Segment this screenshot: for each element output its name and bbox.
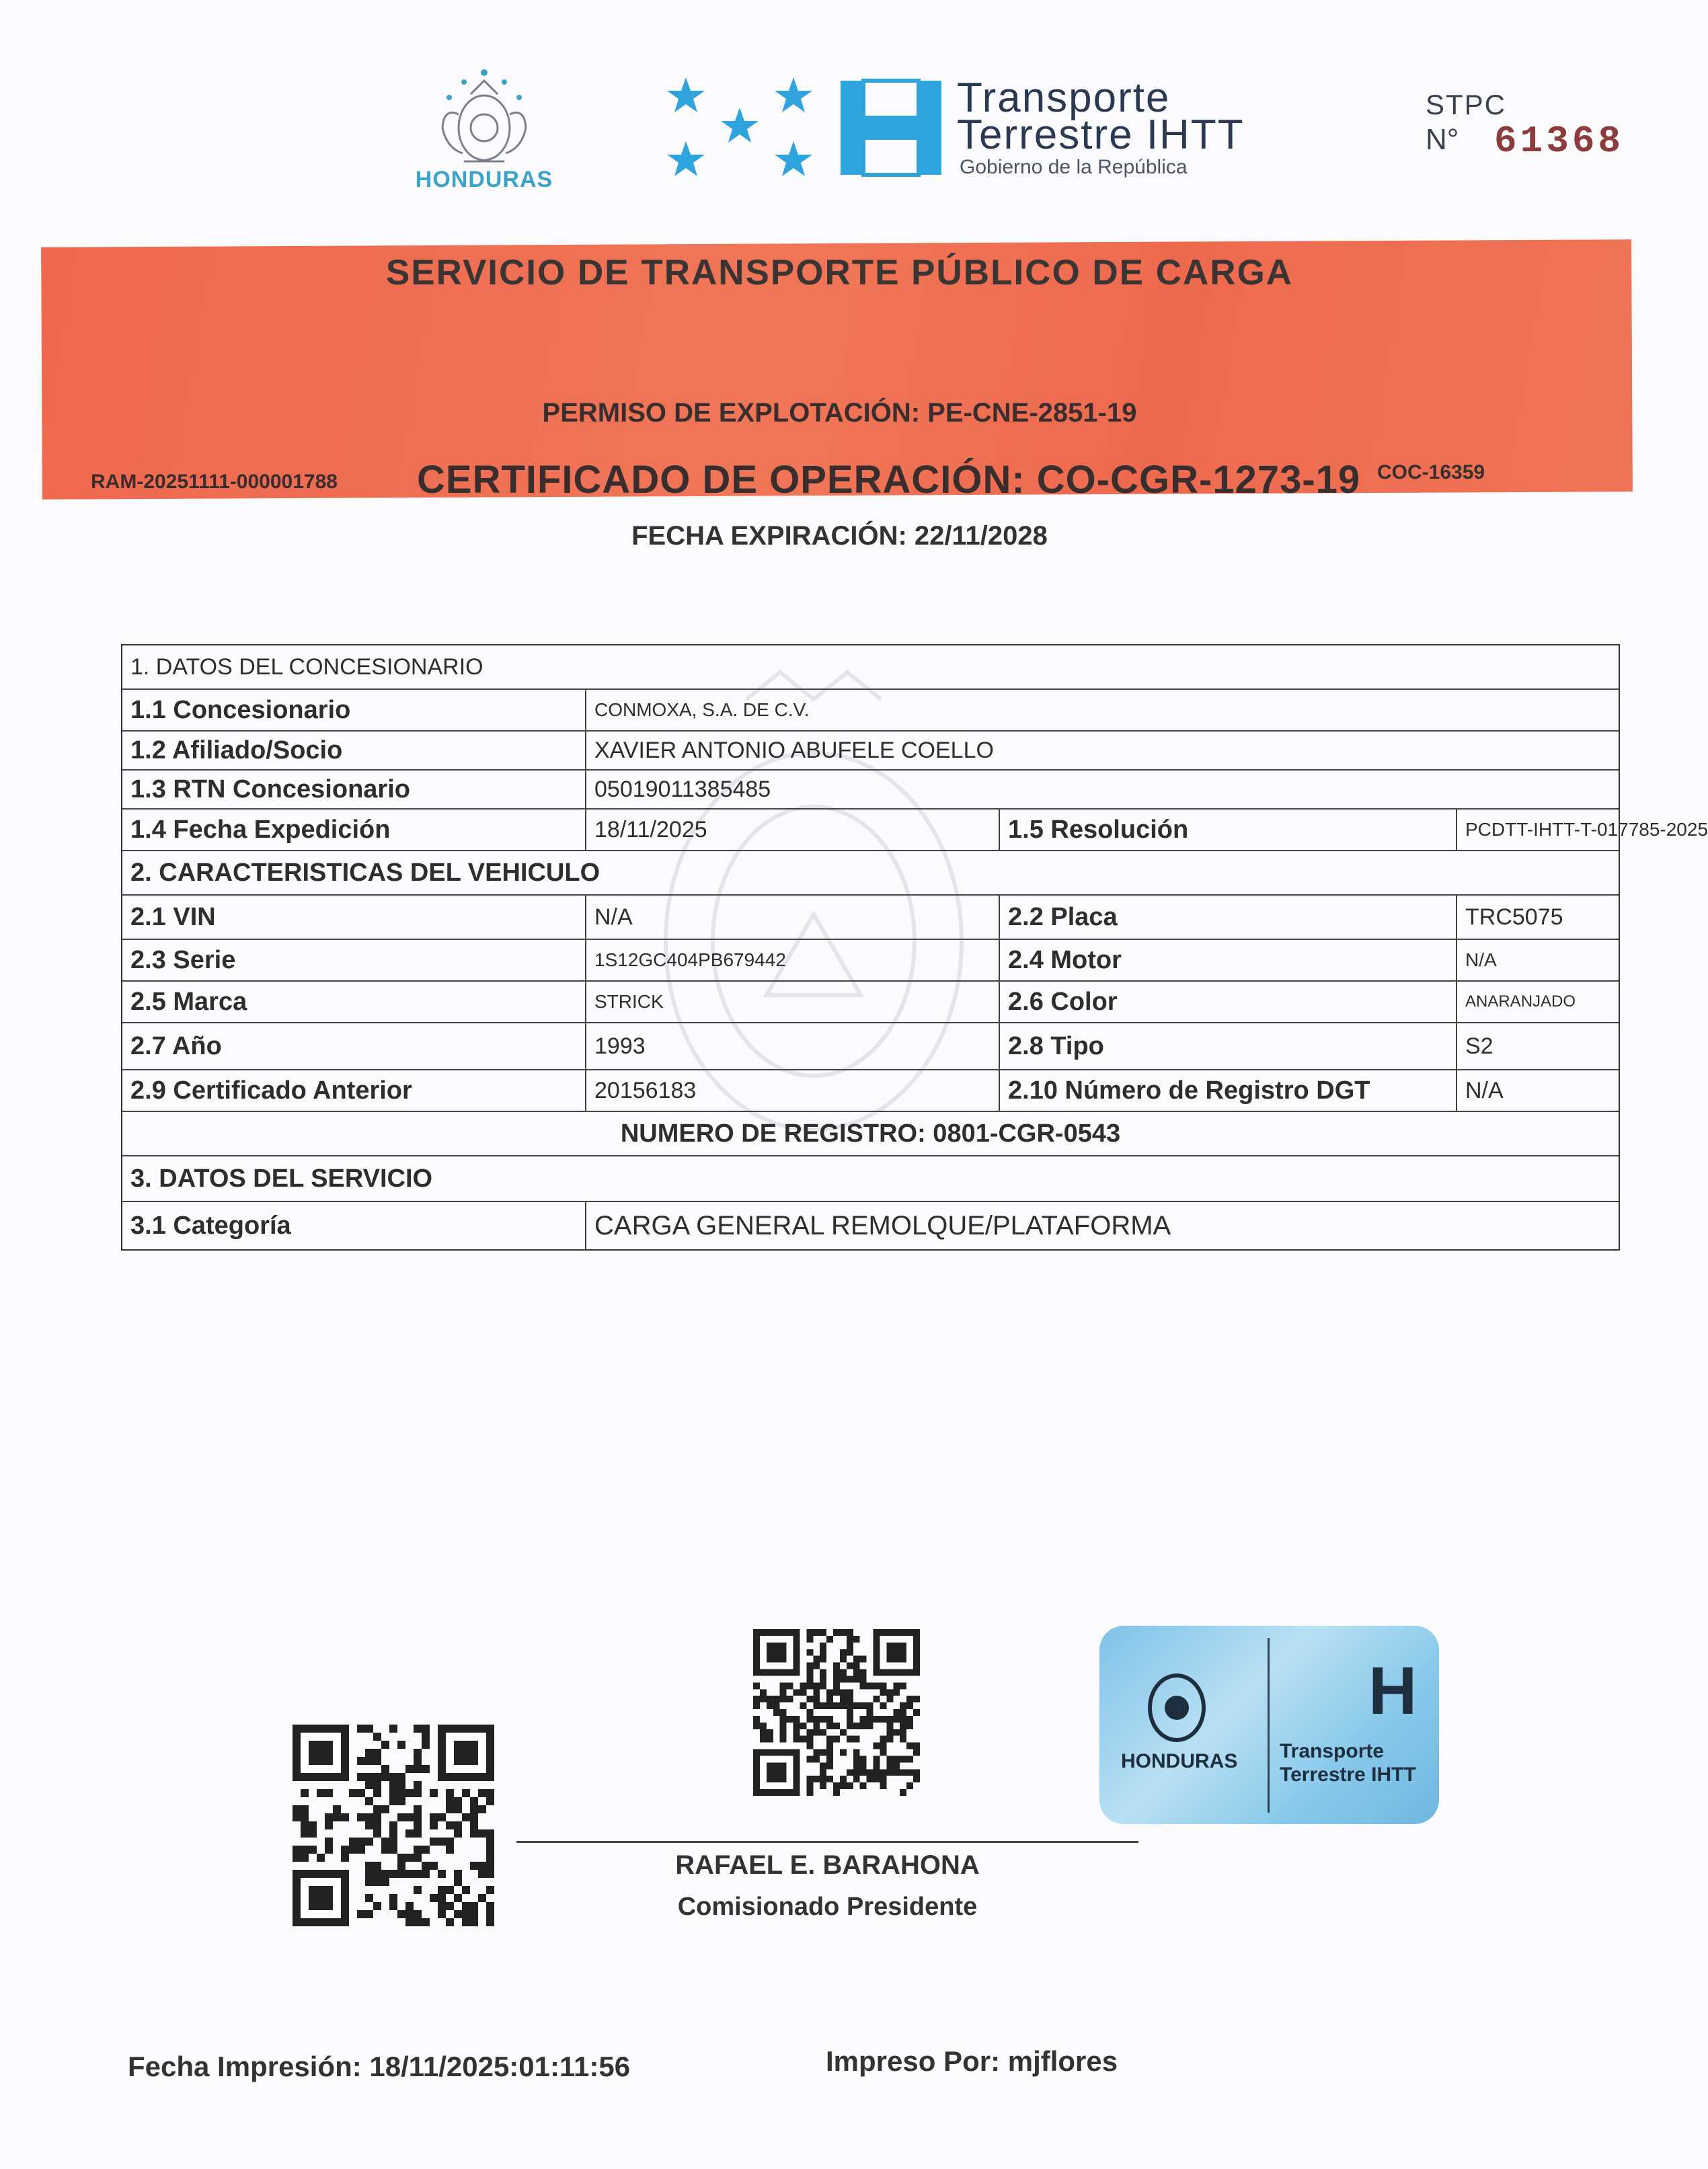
certificado-anterior-label: 2.9 Certificado Anterior <box>130 1076 412 1105</box>
serie-value: 1S12GC404PB679442 <box>594 949 786 970</box>
data-table <box>121 644 1708 1251</box>
cell-value <box>586 1023 1000 1069</box>
ram-number: RAM-20251111-000001788 <box>91 471 338 493</box>
signatory-name: RAFAEL E. BARAHONA <box>675 1850 980 1880</box>
holo-honduras-label: HONDURAS <box>1121 1750 1238 1772</box>
honduras-label: HONDURAS <box>415 167 553 192</box>
table-row <box>122 1156 1619 1202</box>
holo-h-icon: H <box>1368 1653 1418 1729</box>
table-row <box>122 732 1619 771</box>
hologram-seal <box>1099 1626 1439 1824</box>
section-header <box>122 851 1619 894</box>
categoria-value: CARGA GENERAL REMOLQUE/PLATAFORMA <box>594 1210 1171 1240</box>
anio-label: 2.7 Año <box>130 1031 222 1060</box>
permiso-explotacion: PERMISO DE EXPLOTACIÓN: PE-CNE-2851-19 <box>542 398 1137 428</box>
table-row <box>122 1023 1619 1070</box>
tipo-value: S2 <box>1465 1033 1493 1059</box>
fecha-expiracion: FECHA EXPIRACIÓN: 22/11/2028 <box>631 521 1048 551</box>
placa-label: 2.2 Placa <box>1008 902 1118 931</box>
cell-label <box>122 771 586 808</box>
categoria-label: 3.1 Categoría <box>130 1211 291 1240</box>
placa-value: TRC5075 <box>1465 904 1563 930</box>
cell-label <box>1000 1023 1457 1069</box>
cell-label <box>122 982 586 1022</box>
certificado-operacion: CERTIFICADO DE OPERACIÓN: CO-CGR-1273-19 <box>417 458 1361 502</box>
serie-label: 2.3 Serie <box>130 945 236 974</box>
marca-value: STRICK <box>594 991 664 1012</box>
qr-code-left-icon <box>293 1725 494 1926</box>
qr-code-center-icon <box>753 1626 920 1799</box>
motor-value: N/A <box>1465 949 1497 970</box>
serial-number: 61368 <box>1494 120 1625 163</box>
color-label: 2.6 Color <box>1008 987 1118 1016</box>
ihtt-h-logo-icon <box>841 81 941 175</box>
cell-label <box>1000 940 1457 980</box>
color-value: ANARANJADO <box>1465 992 1576 1011</box>
cell-value <box>1457 896 1619 939</box>
cell-value <box>1457 1070 1619 1111</box>
vin-value: N/A <box>594 904 633 930</box>
anio-value: 1993 <box>594 1033 646 1059</box>
fecha-expedicion-label: 1.4 Fecha Expedición <box>130 815 391 844</box>
coc-number: COC-16359 <box>1377 461 1485 483</box>
section-1-title: 1. DATOS DEL CONCESIONARIO <box>130 654 483 680</box>
numero-registro: NUMERO DE REGISTRO: 0801-CGR-0543 <box>620 1119 1121 1148</box>
cell-value <box>586 940 1000 980</box>
resolucion-value: PCDTT-IHTT-T-017785-2025 <box>1465 819 1708 840</box>
tipo-label: 2.8 Tipo <box>1008 1031 1104 1060</box>
signature-line <box>516 1841 1138 1843</box>
table-row <box>122 940 1619 982</box>
holo-divider <box>1268 1638 1270 1813</box>
cell-value <box>586 1202 1619 1249</box>
concesionario-value: CONMOXA, S.A. DE C.V. <box>594 699 810 720</box>
service-title: SERVICIO DE TRANSPORTE PÚBLICO DE CARGA <box>385 253 1294 292</box>
number-label: N° <box>1426 123 1459 156</box>
table-row <box>122 771 1619 810</box>
cell-value <box>586 1070 1000 1111</box>
table-row <box>122 1202 1619 1249</box>
cell-label <box>122 1023 586 1069</box>
cell-value <box>1457 810 1708 850</box>
section-header <box>122 645 1619 688</box>
marca-label: 2.5 Marca <box>130 987 247 1016</box>
registro-dgt-label: 2.10 Número de Registro DGT <box>1008 1076 1370 1105</box>
cell-value <box>586 810 1000 850</box>
cell-label <box>122 690 586 730</box>
cell-label <box>1000 810 1457 850</box>
table-row <box>122 982 1619 1023</box>
section-header <box>122 1156 1619 1201</box>
ihtt-subtitle: Gobierno de la República <box>960 156 1188 178</box>
table-row <box>122 1112 1619 1156</box>
section-2-title: 2. CARACTERISTICAS DEL VEHICULO <box>130 858 600 887</box>
section-3-title: 3. DATOS DEL SERVICIO <box>130 1164 433 1193</box>
cell-label <box>122 732 586 769</box>
cell-value <box>586 732 1619 769</box>
concesionario-label: 1.1 Concesionario <box>130 695 351 724</box>
table-row <box>122 690 1619 732</box>
cell-label <box>122 810 586 850</box>
holo-line2: Terrestre IHTT <box>1280 1764 1416 1786</box>
rtn-label: 1.3 RTN Concesionario <box>130 775 410 803</box>
rtn-value: 05019011385485 <box>594 776 771 802</box>
certificado-anterior-value: 20156183 <box>594 1077 697 1103</box>
fecha-expedicion-value: 18/11/2025 <box>594 816 707 842</box>
resolucion-label: 1.5 Resolución <box>1008 815 1189 844</box>
cell-value <box>586 982 1000 1022</box>
table-row <box>122 1070 1619 1112</box>
registro-dgt-value: N/A <box>1465 1077 1504 1103</box>
cell-value <box>122 1112 1619 1155</box>
fecha-impresion: Fecha Impresión: 18/11/2025:01:11:56 <box>128 2051 631 2082</box>
signatory-title: Comisionado Presidente <box>677 1893 978 1921</box>
ihtt-title-line2: Terrestre IHTT <box>957 112 1245 158</box>
cell-value <box>1457 1023 1619 1069</box>
cell-label <box>122 896 586 939</box>
impreso-por: Impreso Por: mjflores <box>826 2045 1118 2077</box>
cell-label <box>1000 896 1457 939</box>
cell-value <box>586 690 1619 730</box>
vin-label: 2.1 VIN <box>130 902 216 931</box>
cell-label <box>122 1070 586 1111</box>
cell-value <box>1457 982 1619 1022</box>
cell-label <box>1000 1070 1457 1111</box>
table-row <box>122 810 1708 851</box>
cell-value <box>1457 940 1619 980</box>
cell-label <box>122 1202 586 1249</box>
cell-label <box>1000 982 1457 1022</box>
holo-line1: Transporte <box>1280 1740 1385 1762</box>
table-row <box>122 851 1619 896</box>
afiliado-value: XAVIER ANTONIO ABUFELE COELLO <box>594 737 994 763</box>
cell-label <box>122 940 586 980</box>
stpc-label: STPC <box>1426 89 1507 120</box>
table-row <box>122 896 1619 940</box>
ihtt-stars-icon <box>656 77 817 178</box>
holo-coat-icon <box>1140 1666 1214 1747</box>
ihtt-title-line1: Transporte <box>957 75 1171 121</box>
cell-value <box>586 771 1619 808</box>
motor-label: 2.4 Motor <box>1008 945 1122 974</box>
afiliado-label: 1.2 Afiliado/Socio <box>130 736 343 764</box>
cell-value <box>586 896 1000 939</box>
table-row <box>122 645 1619 690</box>
